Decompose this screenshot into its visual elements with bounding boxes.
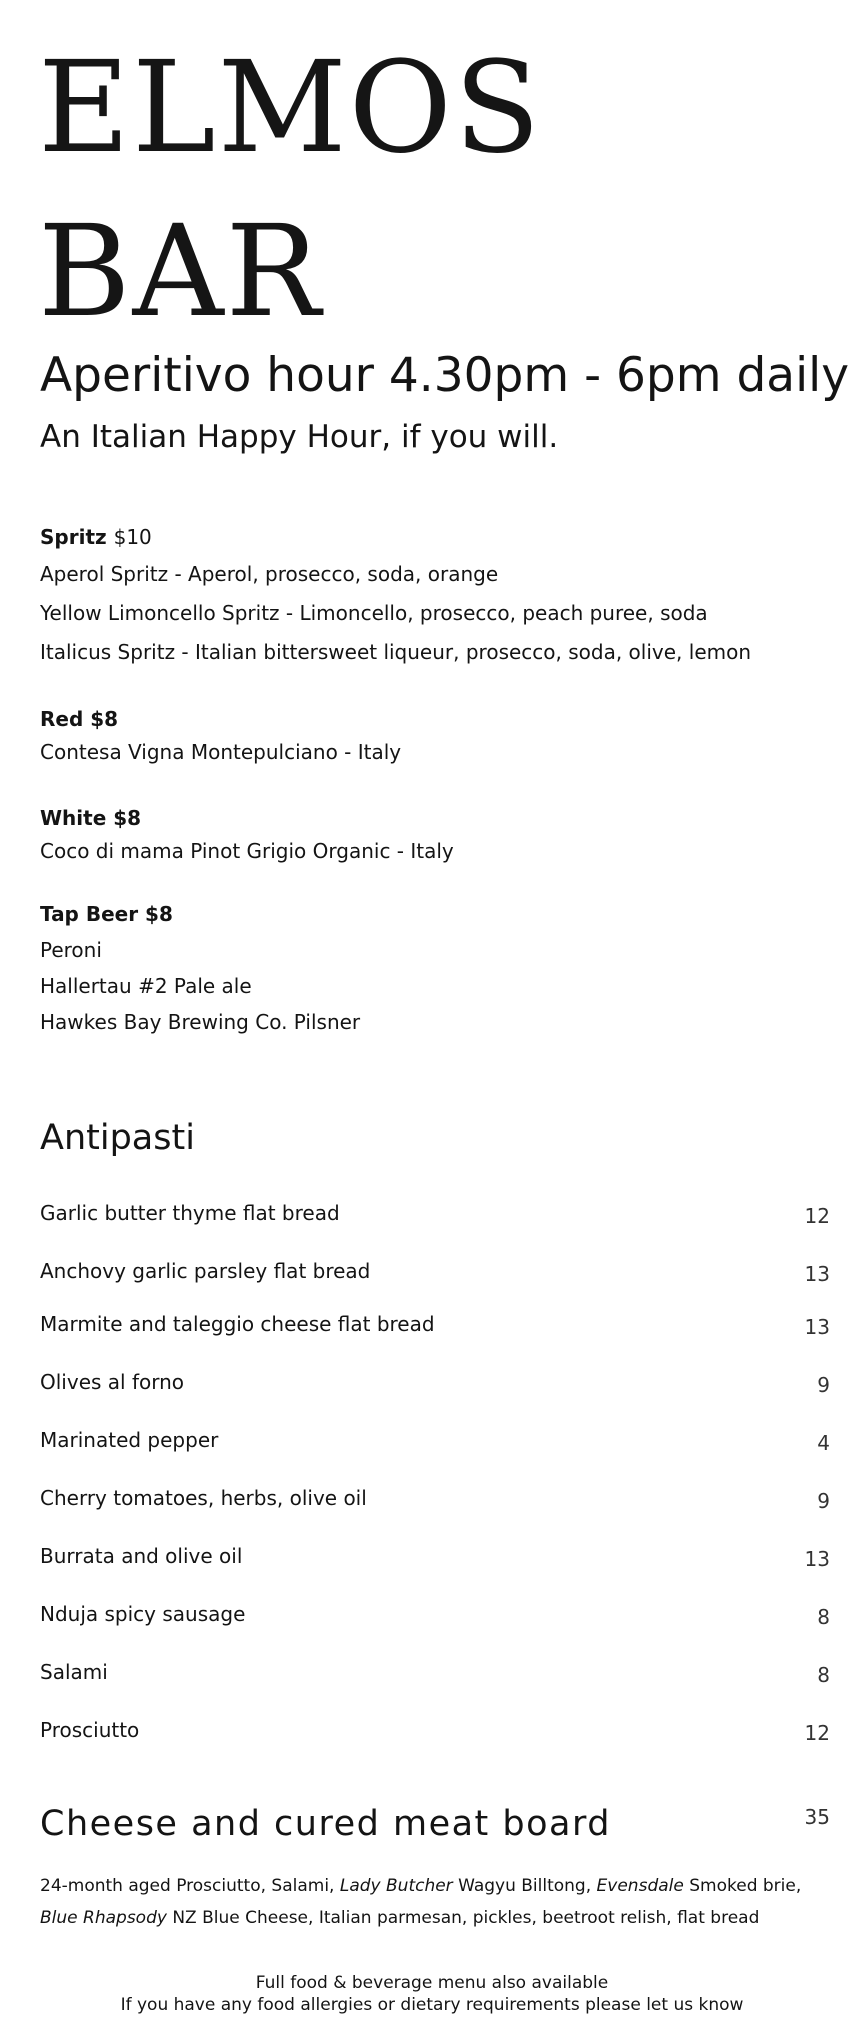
- drink-heading-price: $8: [90, 707, 119, 731]
- menu-item-name: Marinated pepper: [40, 1428, 219, 1452]
- board-desc-brand: Evensdale: [596, 1876, 684, 1896]
- drink-item: Aperol Spritz - Aperol, prosecco, soda, orange: [40, 562, 499, 586]
- menu-item-price: 8: [817, 1663, 830, 1687]
- footer-line-1: Full food & beverage menu also available: [255, 1973, 609, 1993]
- menu-item: [40, 1597, 830, 1631]
- board-desc-text: Smoked brie,: [683, 1876, 802, 1896]
- board-title: Cheese and cured meat board: [40, 1804, 611, 1844]
- menu-item-name: Nduja spicy sausage: [40, 1602, 246, 1626]
- menu-item-name: Garlic butter thyme flat bread: [40, 1201, 340, 1225]
- drink-item: Italicus Spritz - Italian bittersweet liqueur, prosecco, soda, olive, lemon: [40, 640, 752, 664]
- menu-item-price: 9: [817, 1489, 830, 1513]
- menu-item-price: 9: [817, 1373, 830, 1397]
- footer-note: [0, 1972, 864, 2016]
- drink-heading-price: $8: [145, 902, 173, 926]
- brand-logo: [38, 26, 542, 354]
- drink-item: Peroni: [40, 938, 102, 962]
- menu-item: [40, 1196, 830, 1230]
- drink-section-white: [40, 800, 454, 866]
- board-desc-text: 24-month aged Prosciutto, Salami,: [40, 1876, 340, 1896]
- board-desc-line-2: [40, 1902, 840, 1934]
- aperitivo-title: Aperitivo hour 4.30pm - 6pm daily: [40, 348, 850, 403]
- menu-item-price: 8: [817, 1605, 830, 1629]
- menu-item-price: 13: [804, 1262, 830, 1286]
- drink-heading: [40, 701, 401, 737]
- menu-item-price: 13: [804, 1315, 830, 1339]
- menu-item: [40, 1713, 830, 1747]
- drink-item: Coco di mama Pinot Grigio Organic - Italy: [40, 839, 454, 863]
- menu-item-name: Prosciutto: [40, 1718, 140, 1742]
- drink-heading: [40, 519, 751, 555]
- board-desc-text: NZ Blue Cheese, Italian parmesan, pickles, beetroot relish, flat bread: [166, 1908, 760, 1928]
- drink-heading-label: Tap Beer: [40, 902, 139, 926]
- drink-item: Contesa Vigna Montepulciano - Italy: [40, 740, 402, 764]
- menu-item-name: Salami: [40, 1660, 108, 1684]
- menu-item: [40, 1539, 830, 1573]
- menu-item: [40, 1254, 830, 1288]
- board-desc-brand: Lady Butcher: [339, 1876, 453, 1896]
- menu-item-price: 4: [817, 1431, 830, 1455]
- brand-line-1: ELMOS: [38, 34, 543, 181]
- drink-heading-label: Red: [40, 707, 84, 731]
- drink-section-spritz: [40, 519, 751, 672]
- drink-heading: [40, 896, 360, 932]
- aperitivo-subtitle: An Italian Happy Hour, if you will.: [40, 419, 559, 455]
- board-description: [40, 1870, 840, 1934]
- board-price: 35: [804, 1805, 830, 1829]
- brand-line-2: BAR: [38, 198, 323, 345]
- board-desc-text: Wagyu Billtong,: [452, 1876, 597, 1896]
- board-desc-line-1: [40, 1870, 840, 1902]
- menu-item-price: 12: [804, 1204, 830, 1228]
- drink-item: Hallertau #2 Pale ale: [40, 974, 252, 998]
- menu-item-name: Marmite and taleggio cheese flat bread: [40, 1312, 435, 1336]
- drink-section-red: [40, 701, 401, 767]
- menu-item-name: Cherry tomatoes, herbs, olive oil: [40, 1486, 367, 1510]
- drink-heading: [40, 800, 454, 836]
- menu-item-name: Burrata and olive oil: [40, 1544, 243, 1568]
- board-desc-brand: Blue Rhapsody: [40, 1908, 167, 1928]
- menu-item: [40, 1423, 830, 1457]
- menu-item-price: 13: [804, 1547, 830, 1571]
- drink-heading-price: $8: [113, 806, 142, 830]
- menu-item: [40, 1365, 830, 1399]
- drink-item: Yellow Limoncello Spritz - Limoncello, prosecco, peach puree, soda: [40, 601, 708, 625]
- drink-section-tap-beer: [40, 896, 360, 1040]
- menu-item-name: Olives al forno: [40, 1370, 185, 1394]
- drink-item: Hawkes Bay Brewing Co. Pilsner: [40, 1010, 361, 1034]
- menu-item-price: 12: [804, 1721, 830, 1745]
- antipasti-title: Antipasti: [40, 1118, 195, 1158]
- menu-item-name: Anchovy garlic parsley flat bread: [40, 1259, 371, 1283]
- drink-heading-label: White: [40, 806, 107, 830]
- footer-line-2: If you have any food allergies or dietary requirements please let us know: [120, 1995, 744, 2015]
- drink-heading-price: $10: [113, 525, 152, 549]
- menu-item: [40, 1655, 830, 1689]
- menu-item: [40, 1307, 830, 1341]
- menu-item: [40, 1481, 830, 1515]
- drink-heading-label: Spritz: [40, 525, 107, 549]
